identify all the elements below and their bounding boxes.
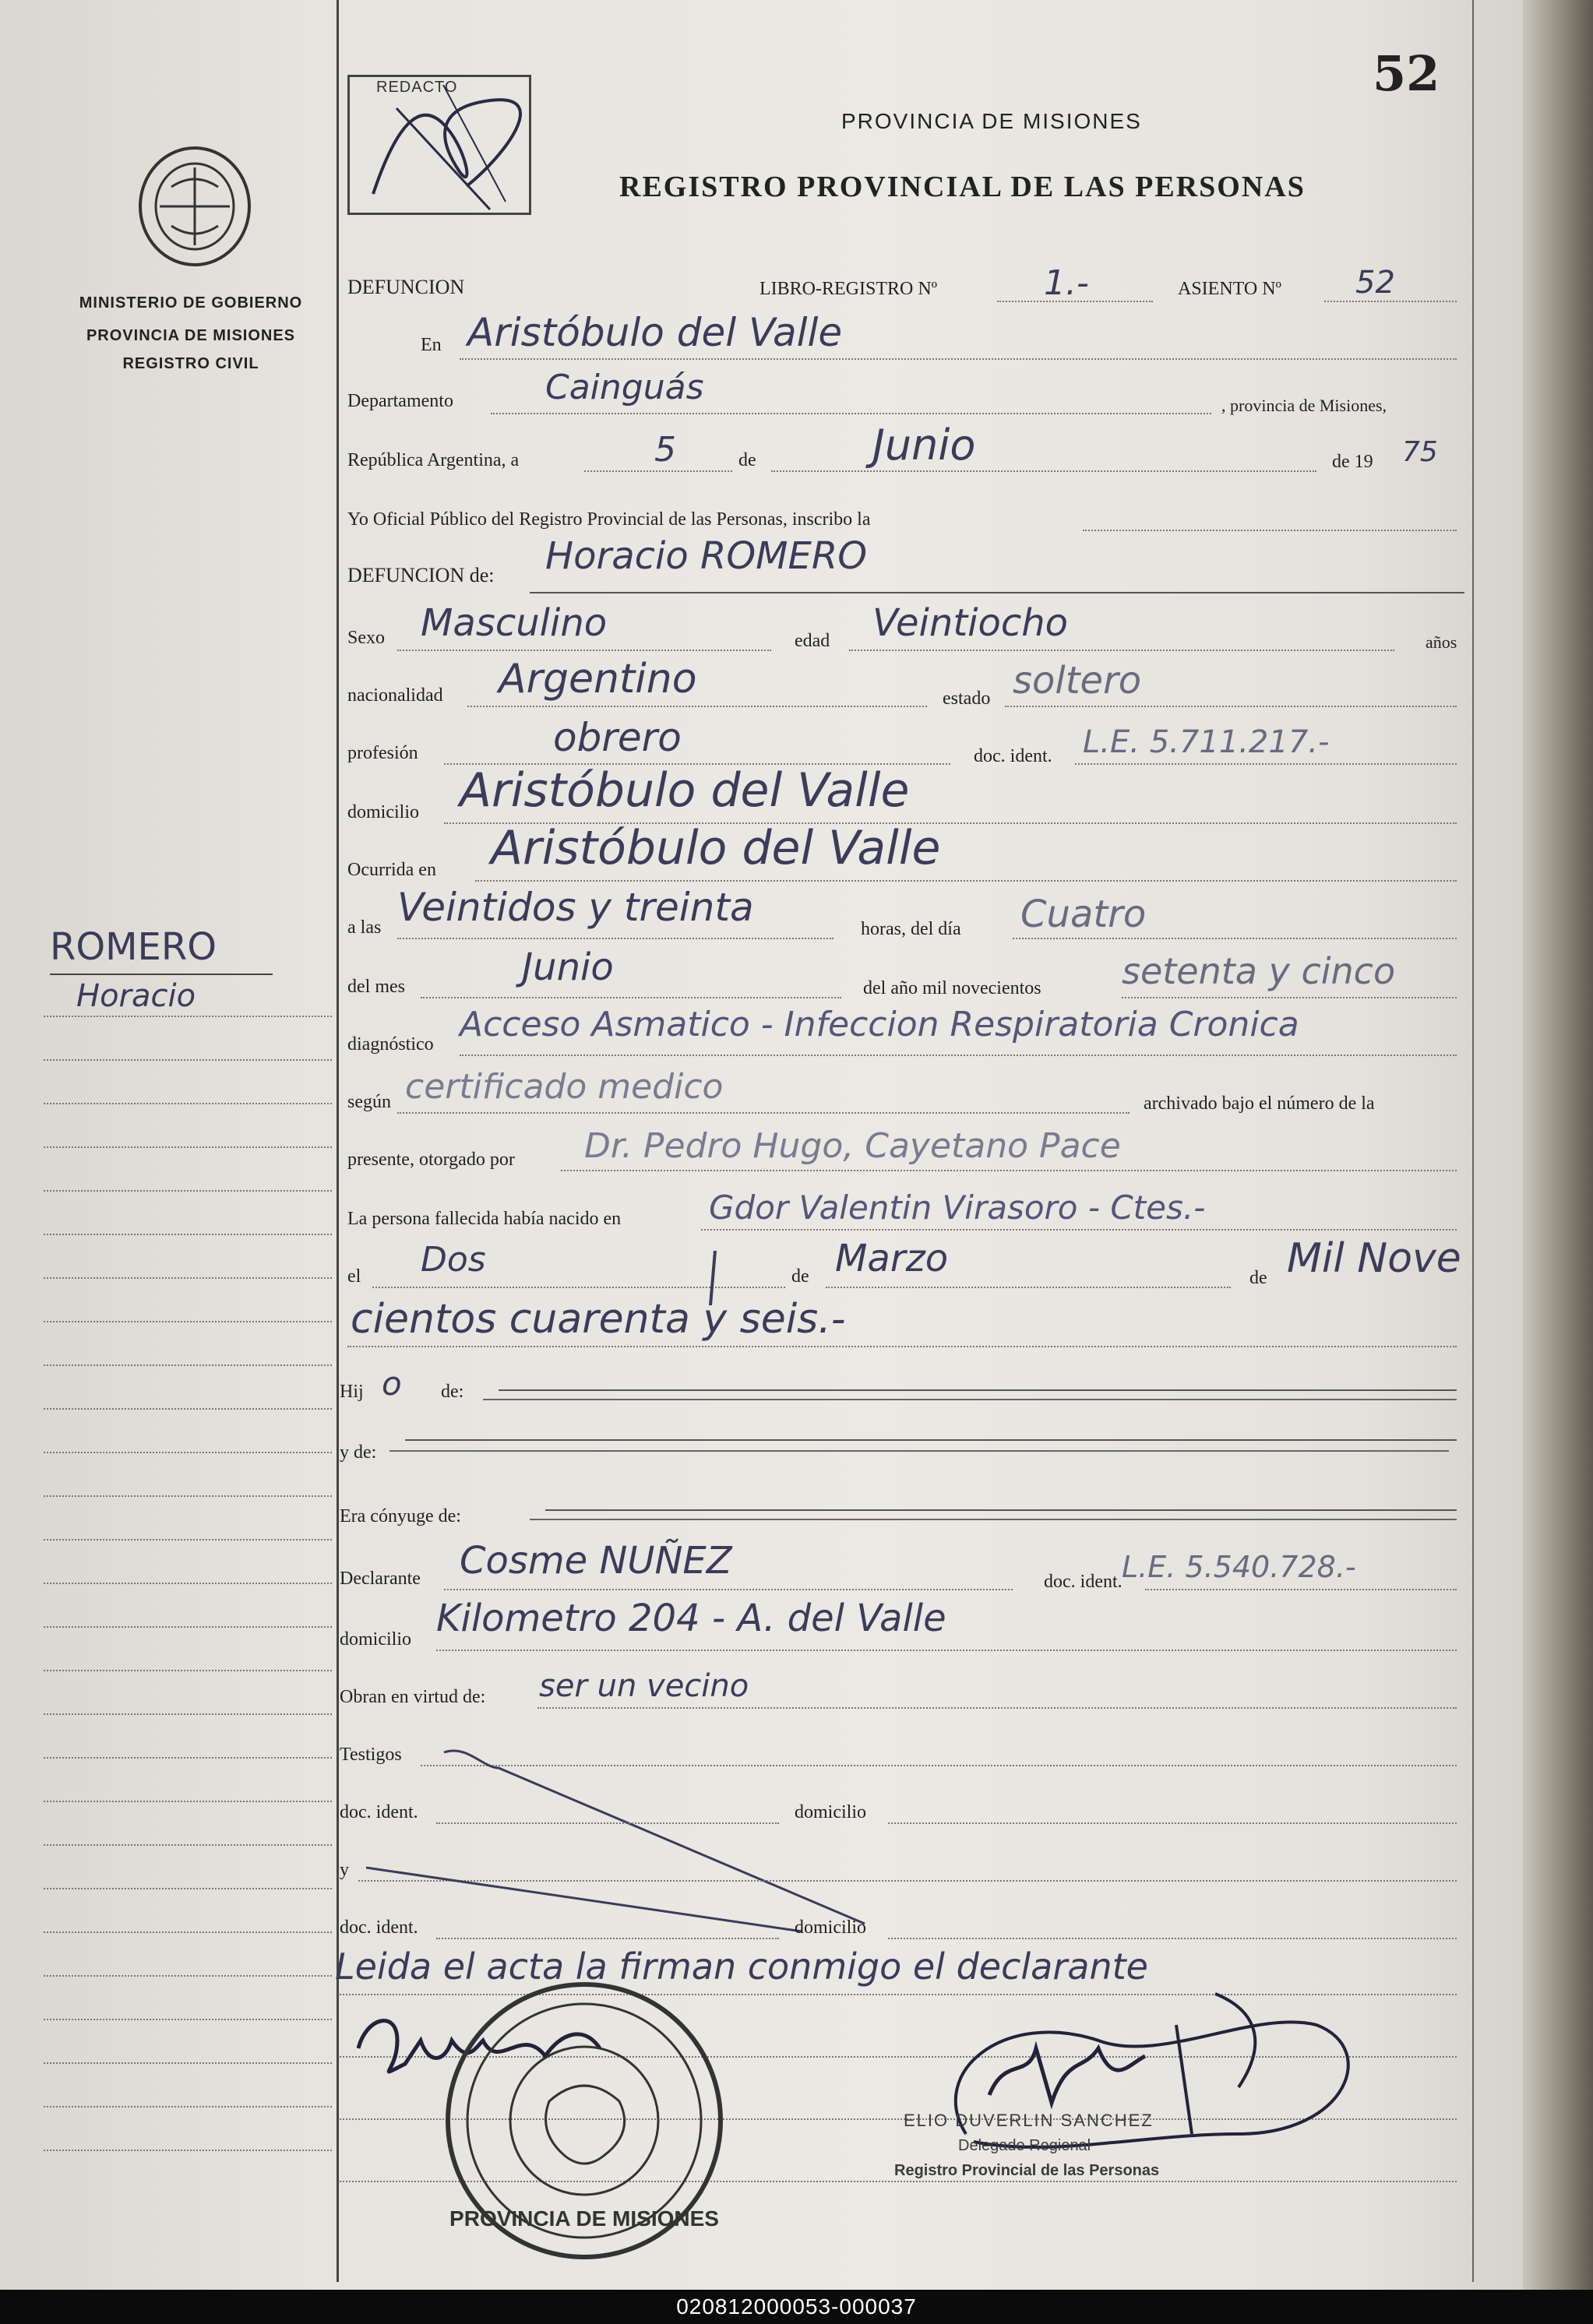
margin-line — [44, 2106, 332, 2107]
obran-line — [537, 1707, 1457, 1709]
doc-label: doc. ident. — [974, 746, 1052, 766]
margin-line — [44, 2150, 332, 2151]
ministry-seal-icon — [125, 140, 265, 273]
nacido-line — [701, 1229, 1457, 1231]
void-stroke-2-icon — [366, 1864, 818, 1935]
decl-dom-line — [436, 1650, 1457, 1651]
y-de-line-2 — [389, 1450, 1449, 1452]
hij-value: o — [382, 1364, 402, 1403]
obran-label: Obran en virtud de: — [340, 1687, 486, 1707]
ocurrida-line — [475, 880, 1457, 882]
official-seal-icon — [432, 1969, 736, 2273]
dia-line — [1013, 938, 1457, 939]
doc-value: L.E. 5.711.217.- — [1083, 724, 1330, 760]
margin-line — [44, 1277, 332, 1279]
estado-label: estado — [943, 688, 991, 709]
republica-label: República Argentina, a — [347, 450, 520, 470]
margin-line — [44, 1888, 332, 1889]
margin-line — [44, 1190, 332, 1192]
anos-label: años — [1426, 632, 1457, 652]
defuncion-label: DEFUNCION de: — [347, 564, 495, 586]
anio-value: setenta y cinco — [1122, 950, 1396, 992]
ocurrida-label: Ocurrida en — [347, 860, 436, 880]
margin-line — [44, 1408, 332, 1410]
declarante-line — [444, 1589, 1013, 1590]
en-value: Aristóbulo del Valle — [467, 310, 843, 355]
sexo-label: Sexo — [347, 628, 385, 648]
segun-line — [397, 1112, 1130, 1114]
officer-role: Delegado Regional — [958, 2137, 1091, 2154]
conyuge-line-2 — [530, 1519, 1457, 1520]
margin-line — [44, 1321, 332, 1322]
sexo-value: Masculino — [421, 601, 608, 645]
nacionalidad-line — [467, 706, 927, 707]
dia-value: Cuatro — [1020, 893, 1147, 936]
profesion-label: profesión — [347, 743, 418, 763]
ministry-line-2: PROVINCIA DE MISIONES — [86, 327, 296, 344]
de2-line — [826, 1287, 1231, 1288]
presente-label: presente, otorgado por — [347, 1150, 515, 1170]
provincia-suffix: , provincia de Misiones, — [1221, 396, 1387, 415]
obran-value: ser un vecino — [539, 1668, 749, 1704]
margin-rule — [337, 0, 339, 2282]
signature-icon — [350, 77, 534, 217]
leida-value: Leida el acta la firman conmigo el declarante — [335, 1945, 1148, 1988]
domicilio-value: Aristóbulo del Valle — [460, 763, 910, 818]
margin-line — [44, 1931, 332, 1933]
anio-line — [1122, 997, 1457, 998]
t2-doc-line — [436, 1938, 779, 1939]
t-dom-label: domicilio — [795, 1802, 866, 1822]
el-label: el — [347, 1266, 361, 1287]
y-de-line — [405, 1439, 1457, 1441]
margin-line — [44, 1626, 332, 1628]
t-dom-line — [888, 1822, 1457, 1824]
page-number: 52 — [1373, 45, 1440, 102]
officer-org: Registro Provincial de las Personas — [894, 2162, 1160, 2179]
segun-label: según — [347, 1092, 391, 1112]
anio-label: del año mil novecientos — [863, 978, 1041, 998]
del-mes-label: del mes — [347, 977, 405, 997]
decl-doc-value: L.E. 5.540.728.- — [1122, 1550, 1356, 1584]
defuncion-value: Horacio ROMERO — [545, 534, 867, 578]
edad-line — [849, 650, 1394, 651]
act-type: DEFUNCION — [347, 276, 465, 298]
stamp-box-label: REDACTO — [376, 79, 458, 96]
margin-line — [44, 1059, 332, 1061]
t2-dom-line — [888, 1938, 1457, 1939]
margin-line — [44, 1364, 332, 1366]
t-doc-label: doc. ident. — [340, 1802, 418, 1822]
a-las-label: a las — [347, 917, 382, 938]
margin-line — [44, 1495, 332, 1497]
margin-surname: ROMERO — [50, 925, 217, 969]
t2-dom-label: domicilio — [795, 1917, 866, 1938]
year-label: de 19 — [1332, 452, 1373, 472]
margin-surname-line — [50, 974, 273, 975]
hij-label: Hij — [340, 1382, 364, 1402]
departamento-label: Departamento — [347, 391, 453, 411]
defuncion-line — [530, 592, 1464, 593]
margin-line — [44, 1670, 332, 1671]
departamento-line — [491, 413, 1211, 414]
estado-value: soltero — [1013, 659, 1142, 702]
en-line — [460, 358, 1457, 360]
a-las-line — [397, 938, 834, 939]
month-line — [771, 470, 1316, 472]
oficial-text: Yo Oficial Público del Registro Provincial de las Personas, inscribo la — [347, 509, 871, 530]
ministry-line-3: REGISTRO CIVIL — [122, 355, 259, 372]
margin-line — [44, 1452, 332, 1453]
margin-line — [44, 2019, 332, 2020]
diagnostico-value: Acceso Asmatico - Infeccion Respiratoria Cronica — [460, 1005, 1299, 1044]
nacionalidad-value: Argentino — [499, 656, 697, 702]
mes-line — [421, 997, 841, 998]
de3-value: Mil Nove — [1287, 1235, 1461, 1282]
continuation-line — [347, 1346, 1457, 1347]
domicilio-label: domicilio — [347, 802, 419, 822]
declarante-value: Cosme NUÑEZ — [460, 1539, 732, 1583]
diagnostico-label: diagnóstico — [347, 1034, 434, 1055]
registry-title: REGISTRO PROVINCIAL DE LAS PERSONAS — [619, 171, 1306, 203]
libro-value: 1.- — [1044, 263, 1089, 303]
ocurrida-value: Aristóbulo del Valle — [491, 821, 941, 875]
el-value: Dos — [421, 1240, 486, 1280]
departamento-value: Cainguás — [545, 368, 704, 407]
officer-signature-icon — [849, 1978, 1394, 2173]
el-line — [372, 1287, 785, 1288]
doc-line — [1075, 763, 1457, 765]
margin-line — [44, 1016, 332, 1017]
redacto-stamp-box — [347, 75, 531, 215]
margin-line — [44, 1583, 332, 1584]
margin-line — [44, 1757, 332, 1759]
margin-given: Horacio — [76, 978, 196, 1014]
de2-value: Marzo — [835, 1237, 949, 1280]
presente-line — [561, 1170, 1457, 1171]
en-label: En — [421, 335, 442, 355]
t2-doc-label: doc. ident. — [340, 1917, 418, 1938]
archivado-label: archivado bajo el número de la — [1144, 1093, 1375, 1114]
image-id-footer: 020812000053-000037 — [0, 2290, 1593, 2324]
asiento-value: 52 — [1355, 265, 1395, 301]
sexo-line — [397, 650, 771, 651]
oficial-line — [1083, 530, 1457, 531]
decl-dom-label: domicilio — [340, 1629, 411, 1650]
continuation-value: cientos cuarenta y seis.- — [351, 1296, 846, 1343]
y-label: y — [340, 1860, 349, 1880]
decl-doc-label: doc. ident. — [1044, 1572, 1123, 1592]
horas-label: horas, del día — [861, 919, 961, 939]
year-value: 75 — [1402, 436, 1438, 468]
decl-doc-line — [1145, 1589, 1457, 1590]
nacionalidad-label: nacionalidad — [347, 685, 443, 706]
right-rule — [1472, 0, 1474, 2282]
a-las-value: Veintidos y treinta — [397, 885, 754, 930]
asiento-label: ASIENTO Nº — [1178, 279, 1281, 299]
nacido-value: Gdor Valentin Virasoro - Ctes.- — [709, 1188, 1206, 1227]
profesion-value: obrero — [553, 715, 682, 760]
margin-line — [44, 1975, 332, 1977]
presente-value: Dr. Pedro Hugo, Cayetano Pace — [584, 1126, 1121, 1166]
margin-line — [44, 1539, 332, 1541]
diagnostico-line — [460, 1055, 1457, 1056]
mes-value: Junio — [522, 945, 614, 989]
day-value: 5 — [654, 430, 676, 470]
day-line — [584, 470, 732, 472]
margin-line — [44, 1103, 332, 1104]
margin-line — [44, 1713, 332, 1715]
de-label: de — [738, 450, 756, 470]
seal-text: PROVINCIA DE MISIONES — [449, 2206, 719, 2231]
officer-name: ELIO DUVERLIN SANCHEZ — [904, 2111, 1154, 2130]
margin-line — [44, 1234, 332, 1235]
libro-label: LIBRO-REGISTRO Nº — [759, 279, 938, 299]
margin-line — [44, 1801, 332, 1802]
decl-dom-value: Kilometro 204 - A. del Valle — [436, 1597, 946, 1640]
conyuge-line — [545, 1509, 1457, 1511]
hij-de-label: de: — [441, 1382, 464, 1402]
nacido-label: La persona fallecida había nacido en — [347, 1209, 622, 1229]
de2-label: de — [791, 1266, 809, 1287]
testigos-label: Testigos — [340, 1745, 402, 1765]
edad-value: Veintiocho — [872, 601, 1069, 645]
hij-line — [499, 1389, 1457, 1391]
conyuge-label: Era cónyuge de: — [340, 1506, 461, 1526]
ministry-line-1: MINISTERIO DE GOBIERNO — [79, 294, 303, 312]
province-title: PROVINCIA DE MISIONES — [841, 109, 1142, 133]
y-de-label: y de: — [340, 1442, 377, 1463]
margin-line — [44, 1146, 332, 1148]
month-value: Junio — [872, 421, 976, 470]
declarante-label: Declarante — [340, 1569, 421, 1589]
asiento-line — [1324, 301, 1457, 302]
estado-line — [1005, 706, 1457, 707]
margin-line — [44, 2062, 332, 2064]
de3-label: de — [1249, 1268, 1267, 1288]
hij-line-2 — [483, 1399, 1457, 1400]
t-doc-line — [436, 1822, 779, 1824]
margin-line — [44, 1844, 332, 1846]
edad-label: edad — [795, 631, 830, 651]
book-binding-edge — [1523, 0, 1593, 2290]
segun-value: certificado medico — [405, 1067, 724, 1107]
